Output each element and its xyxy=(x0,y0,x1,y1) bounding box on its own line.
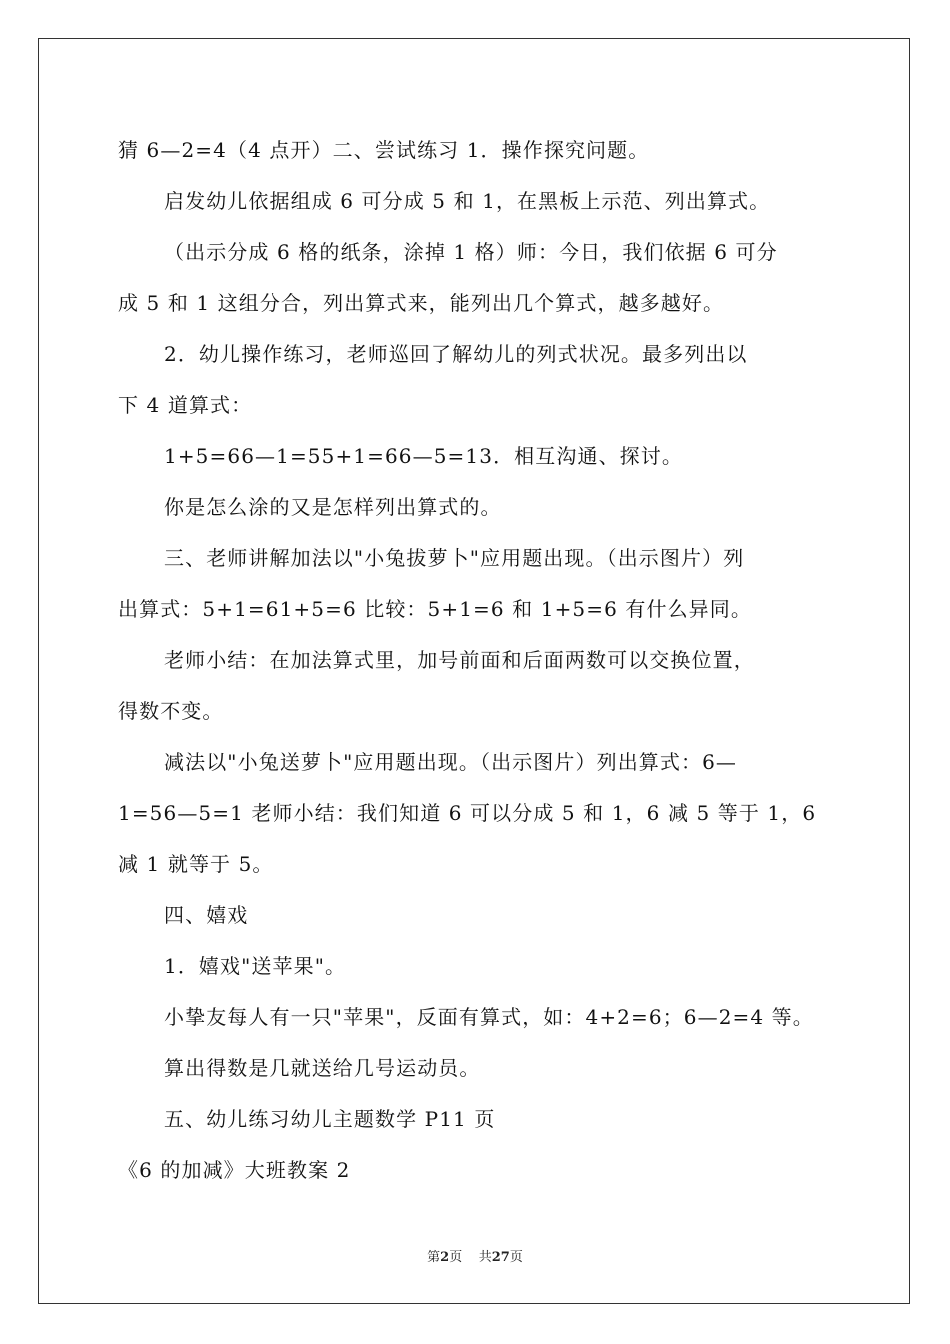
text-line-15: 减 1 就等于 5。 xyxy=(118,852,274,876)
text-line-20: 五、幼儿练习幼儿主题数学 P11 页 xyxy=(164,1107,496,1131)
page-footer xyxy=(0,1246,950,1265)
page-number: 2 xyxy=(440,1250,450,1265)
text-line-4: 成 5 和 1 这组分合，列出算式来，能列出几个算式，越多越好。 xyxy=(118,291,725,315)
document-body xyxy=(118,125,838,1196)
text-line-18: 小挚友每人有一只"苹果"，反面有算式，如：4+2=6；6—2=4 等。 xyxy=(164,1005,814,1029)
total-pages: 27 xyxy=(491,1250,510,1265)
text-line-16: 四、嬉戏 xyxy=(164,903,249,927)
text-line-19: 算出得数是几就送给几号运动员。 xyxy=(164,1056,481,1080)
text-line-7: 1+5=66—1=55+1=66—5=13．相互沟通、探讨。 xyxy=(164,444,683,468)
text-line-3: （出示分成 6 格的纸条，涂掉 1 格）师：今日，我们依据 6 可分 xyxy=(164,240,778,264)
text-line-11: 老师小结：在加法算式里，加号前面和后面两数可以交换位置， xyxy=(164,648,755,672)
total-suffix: 页 xyxy=(509,1250,523,1265)
text-line-6: 下 4 道算式： xyxy=(118,393,253,417)
text-line-17: 1．嬉戏"送苹果"。 xyxy=(164,954,347,978)
page-suffix: 页 xyxy=(449,1250,463,1265)
text-line-13: 减法以"小兔送萝卜"应用题出现。（出示图片）列出算式：6— xyxy=(164,750,738,774)
text-line-5: 2．幼儿操作练习，老师巡回了解幼儿的列式状况。最多列出以 xyxy=(164,342,748,366)
text-line-9: 三、老师讲解加法以"小兔拔萝卜"应用题出现。（出示图片）列 xyxy=(164,546,745,570)
page-prefix: 第 xyxy=(427,1250,441,1265)
total-prefix: 共 xyxy=(478,1250,492,1265)
text-line-12: 得数不变。 xyxy=(118,699,224,723)
section-heading: 《6 的加减》大班教案 2 xyxy=(118,1158,351,1182)
text-line-14: 1=56—5=1 老师小结：我们知道 6 可以分成 5 和 1，6 减 5 等于 1，6 xyxy=(118,801,817,825)
text-line-8: 你是怎么涂的又是怎样列出算式的。 xyxy=(164,495,502,519)
text-line-1: 猜 6—2=4（4 点开）二、尝试练习 1．操作探究问题。 xyxy=(118,138,650,162)
text-line-10: 出算式：5+1=61+5=6 比较：5+1=6 和 1+5=6 有什么异同。 xyxy=(118,597,752,621)
text-line-2: 启发幼儿依据组成 6 可分成 5 和 1，在黑板上示范、列出算式。 xyxy=(164,189,771,213)
